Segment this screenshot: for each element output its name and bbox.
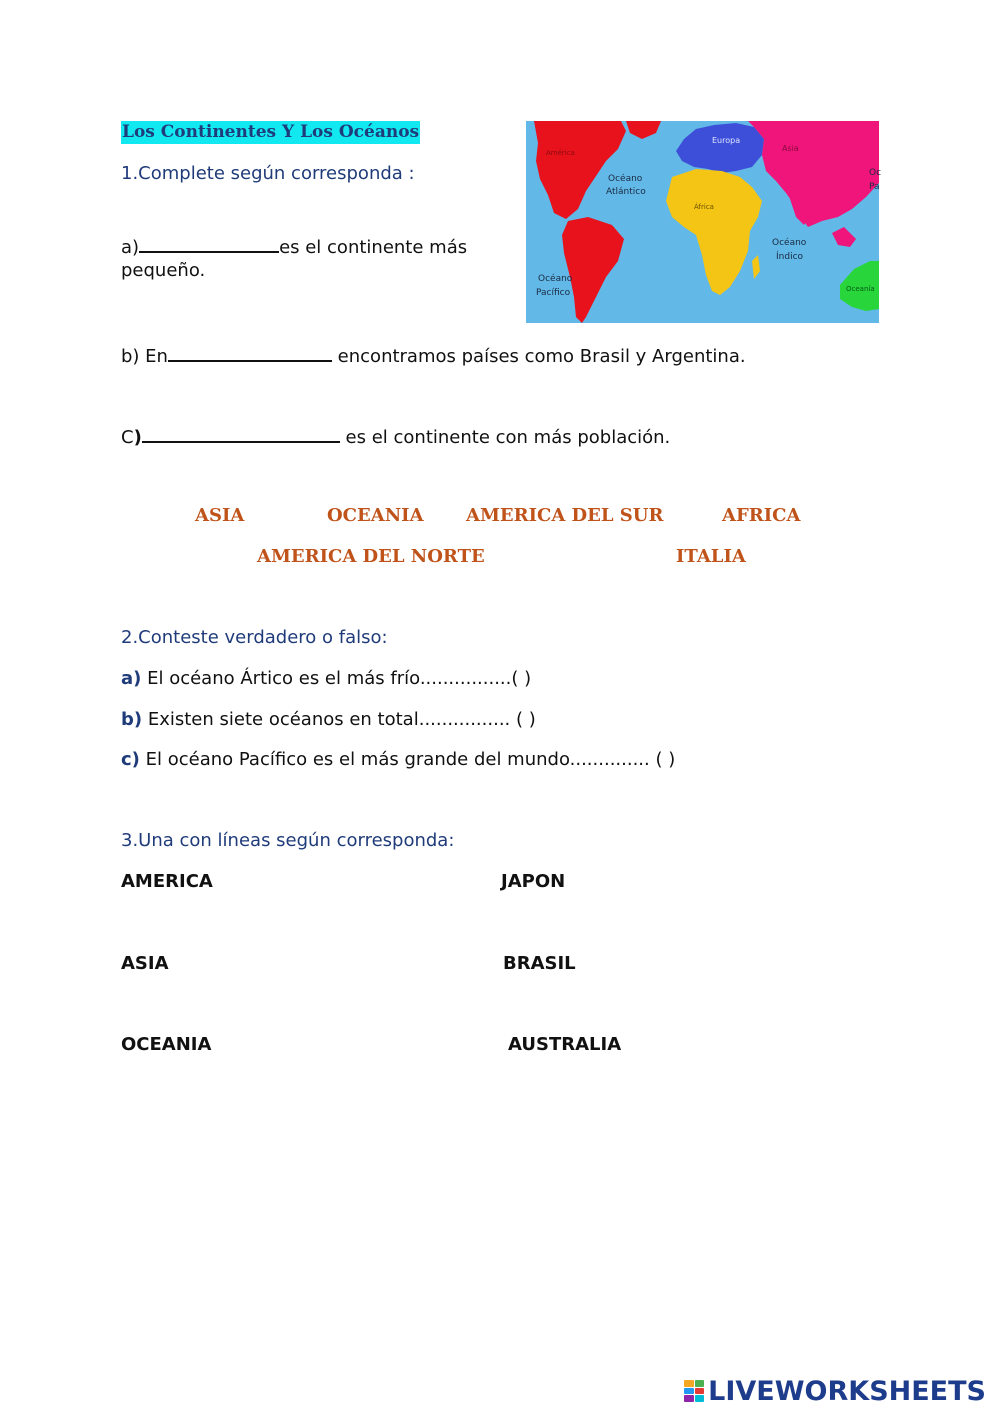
liveworksheets-brand <box>684 1376 986 1406</box>
map-label-asia: Asia <box>782 144 799 153</box>
worksheet-title: Los Continentes Y Los Océanos <box>122 122 420 142</box>
item-marker: a) <box>121 668 142 689</box>
map-label-pacifico-2: Pacífico <box>536 288 571 298</box>
question-1b <box>121 342 746 367</box>
question-1a-continued: pequeño. <box>121 260 206 281</box>
question-1a-suffix: es el continente más <box>279 237 468 258</box>
question-1a <box>121 233 467 258</box>
item-text: Existen siete océanos en total................ ( ) <box>142 709 536 730</box>
map-label-atlantico-1: Océano <box>608 174 643 184</box>
word-bank-item: ASIA <box>195 505 245 526</box>
true-false-item <box>121 749 675 770</box>
match-left-item[interactable]: AMERICA <box>121 871 213 892</box>
answer-blank-1b[interactable] <box>168 342 332 362</box>
map-label-america: América <box>546 149 575 157</box>
item-text: El océano Pacífico es el más grande del mundo.............. ( ) <box>139 749 676 770</box>
map-label-pacifico-1: Océano <box>538 274 573 284</box>
word-bank-item: AMERICA DEL NORTE <box>257 546 485 567</box>
world-map-image <box>526 121 882 323</box>
word-bank-item: AMERICA DEL SUR <box>466 505 664 526</box>
section2-heading: 2.Conteste verdadero o falso: <box>121 627 388 648</box>
match-left-item[interactable]: ASIA <box>121 953 169 974</box>
question-1c-suffix: es el continente con más población. <box>339 427 671 448</box>
map-label-atlantico-2: Atlántico <box>606 187 646 197</box>
answer-blank-1c[interactable] <box>142 423 340 443</box>
item-text: El océano Ártico es el más frío................( ) <box>141 668 532 689</box>
true-false-item <box>121 709 536 730</box>
question-1c <box>121 423 670 448</box>
map-label-africa: África <box>694 203 714 211</box>
map-label-edge2: Pa <box>869 182 880 192</box>
liveworksheets-wordmark: LIVEWORKSHEETS <box>708 1375 986 1407</box>
question-1b-prefix: b) En <box>121 346 168 367</box>
question-1a-prefix: a) <box>121 237 140 258</box>
answer-blank-1a[interactable] <box>139 233 279 253</box>
word-bank-item: OCEANIA <box>327 505 424 526</box>
match-left-item[interactable]: OCEANIA <box>121 1034 212 1055</box>
map-label-indico-1: Océano <box>772 238 807 248</box>
section1-heading: 1.Complete según corresponda : <box>121 163 415 184</box>
question-1c-prefix: C <box>121 427 134 448</box>
word-bank-item: ITALIA <box>676 546 746 567</box>
question-1b-suffix: encontramos países como Brasil y Argentina. <box>331 346 746 367</box>
map-label-europa: Europa <box>712 136 741 145</box>
match-right-item[interactable]: BRASIL <box>503 953 576 974</box>
match-right-item[interactable]: AUSTRALIA <box>508 1034 622 1055</box>
true-false-item <box>121 668 531 689</box>
section3-heading: 3.Una con líneas según corresponda: <box>121 830 455 851</box>
map-label-indico-2: Índico <box>776 252 804 262</box>
map-label-oceania: Oceanía <box>846 285 875 293</box>
word-bank-item: AFRICA <box>722 505 801 526</box>
question-1c-paren: ) <box>133 427 142 448</box>
item-marker: c) <box>121 749 140 770</box>
liveworksheets-logo-icon <box>684 1380 704 1402</box>
match-right-item[interactable]: JAPON <box>501 871 566 892</box>
item-marker: b) <box>121 709 143 730</box>
map-label-edge1: Oc <box>869 168 882 178</box>
